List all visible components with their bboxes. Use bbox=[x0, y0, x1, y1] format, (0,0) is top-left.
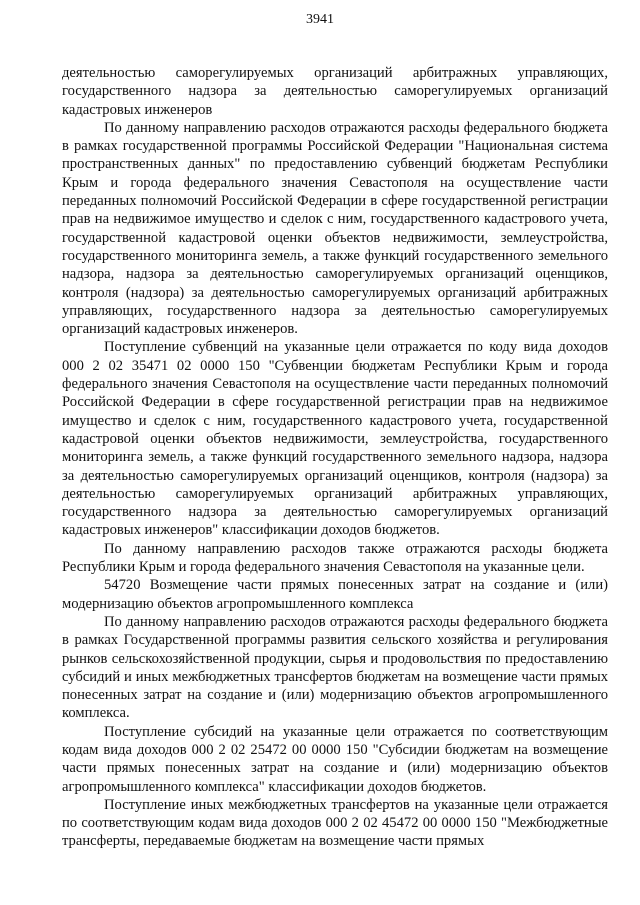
section-heading-54720: 54720 Возмещение части прямых понесенных затрат на создание и (или) модернизацию объектов агропромышленного комплекса bbox=[62, 577, 608, 612]
paragraph-2: По данному направлению расходов отражаются расходы федерального бюджета в рамках государственной программы Российской Федерации "Национальная система пространственных данных" по предоставлению субвенций бюджетам Республики Крым и города федерального значения Севастополя на осуществление части переданных полномочий Российской Федерации в сфере государственной регистрации прав на недвижимое имущество и сделок с ним, государственного кадастрового учета, государственной кадастровой оценки объектов недвижимости, землеустройства, государственного мониторинга земель, а также функций государственного земельного надзора, надзора за деятельностью саморегулируемых организаций оценщиков, контроля (надзора) за деятельностью саморегулируемых организаций арбитражных управляющих, государственного надзора за деятельностью саморегулируемых организаций кадастровых инженеров. bbox=[62, 119, 608, 338]
paragraph-4: По данному направлению расходов также отражаются расходы бюджета Республики Крым и города федерального значения Севастополя на указанные цели. bbox=[62, 540, 608, 576]
paragraph-8: Поступление иных межбюджетных трансфертов на указанные цели отражается по соответствующим кодам вида доходов 000 2 02 45472 00 0000 150 "Межбюджетные трансферты, передаваемые бюджетам на возмещение части прямых bbox=[62, 796, 608, 850]
document-body bbox=[62, 64, 608, 851]
paragraph-6: По данному направлению расходов отражаются расходы федерального бюджета в рамках Государственной программы развития сельского хозяйства и регулирования рынков сельскохозяйственной продукции, сырья и продовольствия по предоставлению субсидий и иных межбюджетных трансфертов бюджетам на возмещение части прямых понесенных затрат на создание и (или) модернизацию объектов агропромышленного комплекса. bbox=[62, 613, 608, 722]
page-number: 3941 bbox=[306, 12, 334, 27]
paragraph-3: Поступление субвенций на указанные цели отражается по коду вида доходов 000 2 02 35471 02 0000 150 "Субвенции бюджетам Республики Крым и города федерального значения Севастополя на осуществление части переданных полномочий Российской Федерации в сфере государственной регистрации прав на недвижимое имущество и сделок с ним, государственного кадастрового учета, государственной кадастровой оценки объектов недвижимости, землеустройства, государственного мониторинга земель, а также функций государственного земельного надзора, надзора за деятельностью саморегулируемых организаций оценщиков, контроля (надзора) за деятельностью саморегулируемых организаций арбитражных управляющих, государственного надзора за деятельностью саморегулируемых организаций кадастровых инженеров" классификации доходов бюджетов. bbox=[62, 339, 608, 539]
paragraph-7: Поступление субсидий на указанные цели отражается по соответствующим кодам вида доходов 000 2 02 25472 00 0000 150 "Субсидии бюджетам на возмещение части прямых понесенных затрат на создание и (или) модернизацию объектов агропромышленного комплекса" классификации доходов бюджетов. bbox=[62, 723, 608, 795]
paragraph-1: деятельностью саморегулируемых организаций арбитражных управляющих, государственного надзора за деятельностью саморегулируемых организаций кадастровых инженеров bbox=[62, 65, 608, 118]
